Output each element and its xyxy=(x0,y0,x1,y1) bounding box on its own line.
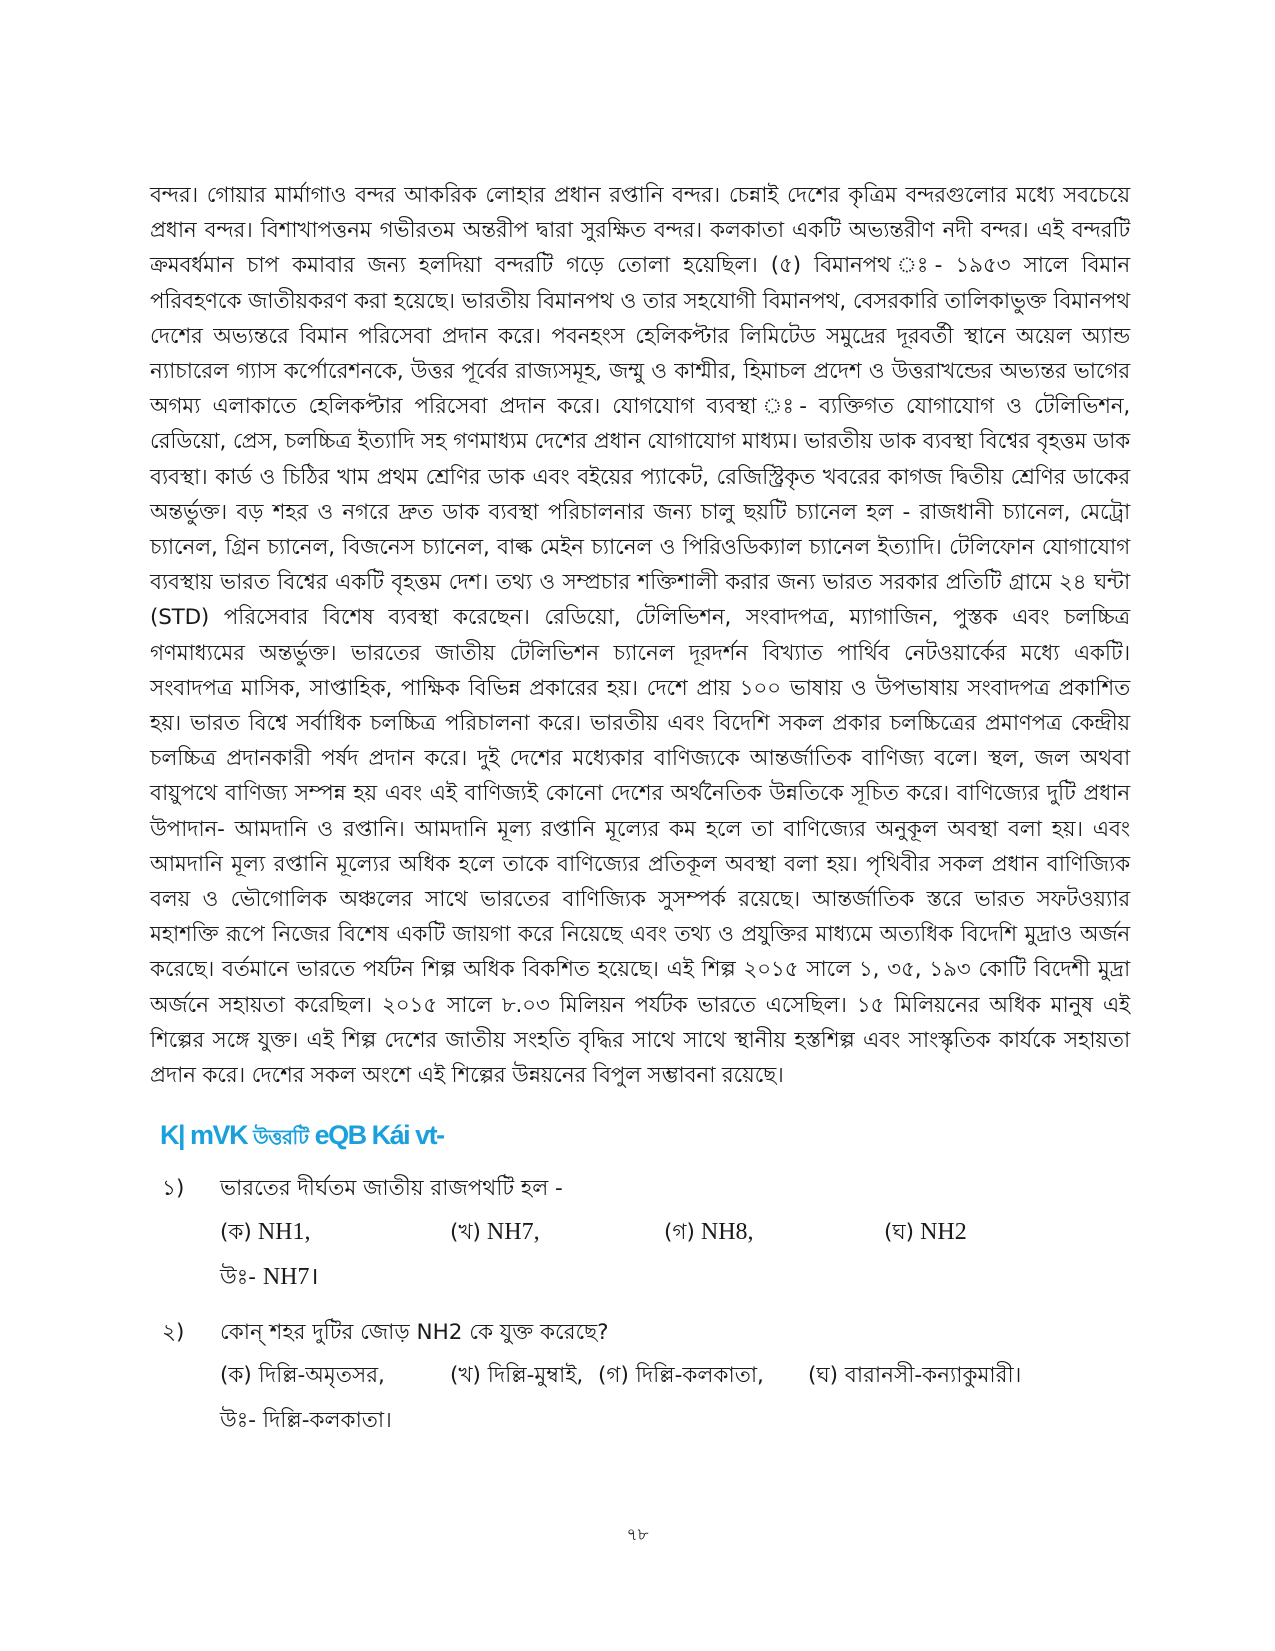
section-heading-part1: K| mVK xyxy=(160,1120,254,1151)
answer xyxy=(220,1255,1130,1299)
option-label: (ঘ) xyxy=(808,1363,839,1389)
option-a xyxy=(220,1209,311,1256)
option-text: দিল্লি-অমৃতসর, xyxy=(251,1363,385,1389)
question-number: ১) xyxy=(162,1176,185,1202)
option-text: NH1, xyxy=(251,1219,311,1246)
option-label: (খ) xyxy=(450,1220,481,1246)
answer xyxy=(220,1399,1130,1443)
question-number: ২) xyxy=(162,1320,185,1346)
option-label: (গ) xyxy=(664,1220,695,1246)
option-text: দিল্লি-কলকাতা, xyxy=(628,1363,764,1389)
answer-text: দিল্লি-কলকাতা। xyxy=(262,1408,392,1434)
question-2 xyxy=(150,1313,1130,1443)
question-row xyxy=(150,1169,1130,1209)
section-heading-part3: eQB Kái vt- xyxy=(308,1120,444,1151)
option-label: (গ) xyxy=(598,1363,629,1389)
page-number: ৭৮ xyxy=(626,1525,649,1545)
answer-text: NH7। xyxy=(262,1264,319,1291)
option-b xyxy=(450,1209,540,1256)
section-heading-part2: উত্তরটি xyxy=(253,1125,309,1150)
option-d xyxy=(884,1209,967,1256)
option-text: দিল্লি-মুম্বাই, xyxy=(480,1363,584,1389)
question-options xyxy=(220,1353,1130,1399)
option-label: (ক) xyxy=(220,1363,252,1389)
option-a xyxy=(220,1353,385,1399)
section-heading xyxy=(160,1115,1130,1155)
option-label: (খ) xyxy=(450,1363,481,1389)
option-c xyxy=(598,1353,764,1399)
option-label: (ঘ) xyxy=(884,1220,915,1246)
answer-prefix: উঃ- xyxy=(220,1265,263,1291)
question-text: কোন্ শহর দুটির জোড় NH2 কে যুক্ত করেছে? xyxy=(220,1320,609,1346)
option-d xyxy=(808,1353,1021,1399)
answer-prefix: উঃ- xyxy=(220,1408,263,1434)
option-b xyxy=(450,1353,583,1399)
option-text: NH8, xyxy=(694,1219,754,1246)
option-label: (ক) xyxy=(220,1220,252,1246)
option-c xyxy=(664,1209,754,1256)
question-options xyxy=(220,1209,1130,1255)
option-text: বারানসী-কন্যাকুমারী। xyxy=(838,1363,1022,1389)
question-1 xyxy=(150,1169,1130,1299)
option-text: NH7, xyxy=(480,1219,540,1246)
option-text: NH2 xyxy=(914,1219,967,1246)
page-content xyxy=(150,178,1130,1443)
question-text: ভারতের দীর্ঘতম জাতীয় রাজপথটি হল - xyxy=(220,1176,563,1202)
body-paragraph: বন্দর। গোয়ার মার্মাগাও বন্দর আকরিক লোহার প্রধান রপ্তানি বন্দর। চেন্নাই দেশের কৃত্রিম বন্দরগুলোর মধ্যে সবচেয়ে প্রধান বন্দর। বিশাখাপত্তনম গভীরতম অন্তরীপ দ্বারা সুরক্ষিত বন্দর। কলকাতা একটি অভ্যন্তরীণ নদী বন্দর। এই বন্দরটি ক্রমবর্ধমান চাপ কমাবার জন্য হলদিয়া বন্দরটি গড়ে তোলা হয়েছিল। (৫) বিমানপথ ঃ- ১৯৫৩ সালে বিমান পরিবহণকে জাতীয়করণ করা হয়েছে। ভারতীয় বিমানপথ ও তার সহযোগী বিমানপথ, বেসরকারি তালিকাভুক্ত বিমানপথ দেশের অভ্যন্তরে বিমান পরিসেবা প্রদান করে। পবনহংস হেলিকপ্টার লিমিটেড সমুদ্রের দূরবর্তী স্থানে অয়েল অ্যান্ড ন্যাচারেল গ্যাস কর্পোরেশনকে, উত্তর পূর্বের রাজ্যসমূহ, জম্মু ও কাশ্মীর, হিমাচল প্রদেশ ও উত্তরাখন্ডের অভ্যন্তর ভাগের অগম্য এলাকাতে হেলিকপ্টার পরিসেবা প্রদান করে। যোগযোগ ব্যবস্থা ঃ- ব্যক্তিগত যোগাযোগ ও টেলিভিশন, রেডিয়ো, প্রেস, চলচ্চিত্র ইত্যাদি সহ গণমাধ্যম দেশের প্রধান যোগাযোগ মাধ্যম। ভারতীয় ডাক ব্যবস্থা বিশ্বের বৃহত্তম ডাক ব্যবস্থা। কার্ড ও চিঠির খাম প্রথম শ্রেণির ডাক এবং বইয়ের প্যাকেট, রেজিস্ট্রিকৃত খবরের কাগজ দ্বিতীয় শ্রেণির ডাকের অন্তর্ভুক্ত। বড় শহর ও নগরে দ্রুত ডাক ব্যবস্থা পরিচালনার জন্য চালু ছয়টি চ্যানেল হল - রাজধানী চ্যানেল, মেট্রো চ্যানেল, গ্রিন চ্যানেল, বিজনেস চ্যানেল, বাল্ক মেইন চ্যানেল ও পিরিওডিক্যাল চ্যানেল ইত্যাদি। টেলিফোন যোগাযোগ ব্যবস্থায় ভারত বিশ্বের একটি বৃহত্তম দেশ। তথ্য ও সম্প্রচার শক্তিশালী করার জন্য ভারত সরকার প্রতিটি গ্রামে ২৪ ঘন্টা (STD) পরিসেবার বিশেষ ব্যবস্থা করেছেন। রেডিয়ো, টেলিভিশন, সংবাদপত্র, ম্যাগাজিন, পুস্তক এবং চলচ্চিত্র গণমাধ্যমের অন্তর্ভুক্ত। ভারতের জাতীয় টেলিভিশন চ্যানেল দূরদর্শন বিখ্যাত পার্থিব নেটওয়ার্কের মধ্যে একটি। সংবাদপত্র মাসিক, সাপ্তাহিক, পাক্ষিক বিভিন্ন প্রকারের হয়। দেশে প্রায় ১০০ ভাষায় ও উপভাষায় সংবাদপত্র প্রকাশিত হয়। ভারত বিশ্বে সর্বাধিক চলচ্চিত্র পরিচালনা করে। ভারতীয় এবং বিদেশি সকল প্রকার চলচ্চিত্রের প্রমাণপত্র কেন্দ্রীয় চলচ্চিত্র প্রদানকারী পর্ষদ প্রদান করে। দুই দেশের মধ্যেকার বাণিজ্যকে আন্তর্জাতিক বাণিজ্য বলে। স্থল, জল অথবা বায়ুপথে বাণিজ্য সম্পন্ন হয় এবং এই বাণিজ্যই কোনো দেশের অর্থনৈতিক উন্নতিকে সূচিত করে। বাণিজ্যের দুটি প্রধান উপাদান- আমদানি ও রপ্তানি। আমদানি মূল্য রপ্তানি মূল্যের কম হলে তা বাণিজ্যের অনুকূল অবস্থা বলা হয়। এবং আমদানি মূল্য রপ্তানি মূল্যের অধিক হলে তাকে বাণিজ্যের প্রতিকূল অবস্থা বলা হয়। পৃথিবীর সকল প্রধান বাণিজ্যিক বলয় ও ভৌগোলিক অঞ্চলের সাথে ভারতের বাণিজ্যিক সুসম্পর্ক রয়েছে। আন্তর্জাতিক স্তরে ভারত সফটওয়্যার মহাশক্তি রূপে নিজের বিশেষ একটি জায়গা করে নিয়েছে এবং তথ্য ও প্রযুক্তির মাধ্যমে অত্যধিক বিদেশি মুদ্রাও অর্জন করেছে। বর্তমানে ভারতে পর্যটন শিল্প অধিক বিকশিত হয়েছে। এই শিল্প ২০১৫ সালে ১, ৩৫, ১৯৩ কোটি বিদেশী মুদ্রা অর্জনে সহায়তা করেছিল। ২০১৫ সালে ৮.০৩ মিলিয়ন পর্যটক ভারতে এসেছিল। ১৫ মিলিয়নের অধিক মানুষ এই শিল্পের সঙ্গে যুক্ত। এই শিল্প দেশের জাতীয় সংহতি বৃদ্ধির সাথে সাথে স্থানীয় হস্তশিল্প এবং সাংস্কৃতিক কার্যকে সহায়তা প্রদান করে। দেশের সকল অংশে এই শিল্পের উন্নয়নের বিপুল সম্ভাবনা রয়েছে। xyxy=(150,183,1130,1089)
question-row xyxy=(150,1313,1130,1353)
